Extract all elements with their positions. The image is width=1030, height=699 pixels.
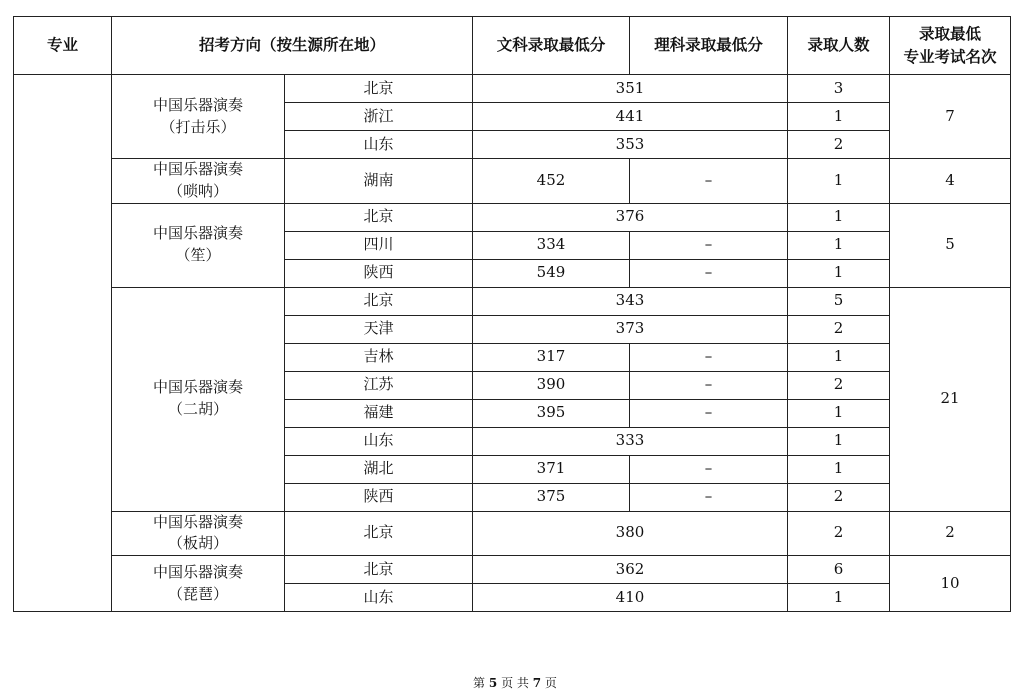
- footer-page-number: 5: [488, 676, 498, 690]
- footer-total-pages: 7: [532, 676, 542, 690]
- table-row: [14, 511, 1011, 556]
- direction-name: 中国乐器演奏: [152, 562, 243, 581]
- admit-count-cell: 2: [788, 483, 890, 511]
- science-min-cell: –: [630, 455, 788, 483]
- header-rank: [890, 17, 1011, 75]
- min-score-combined-cell: 351: [473, 75, 788, 103]
- table-row: [14, 287, 1011, 315]
- science-min-cell: –: [630, 399, 788, 427]
- region-cell: 北京: [285, 287, 473, 315]
- region-cell: 天津: [285, 315, 473, 343]
- direction-instrument: （琵琶）: [167, 584, 228, 603]
- liberal-min-cell: 395: [473, 399, 630, 427]
- admit-count-cell: 2: [788, 131, 890, 159]
- region-cell: 陕西: [285, 259, 473, 287]
- admit-count-cell: 1: [788, 343, 890, 371]
- region-cell: 江苏: [285, 371, 473, 399]
- region-cell: 山东: [285, 131, 473, 159]
- header-row: [14, 17, 1011, 75]
- min-score-combined-cell: 441: [473, 103, 788, 131]
- min-score-combined-cell: 362: [473, 556, 788, 584]
- science-min-cell: –: [630, 343, 788, 371]
- admit-count-cell: 1: [788, 159, 890, 204]
- region-cell: 北京: [285, 203, 473, 231]
- page-footer: [0, 674, 1030, 691]
- direction-instrument: （笙）: [175, 246, 221, 264]
- science-min-cell: –: [630, 159, 788, 204]
- direction-instrument: （唢呐）: [167, 181, 228, 200]
- direction-name: 中国乐器演奏: [152, 160, 243, 178]
- region-cell: 吉林: [285, 343, 473, 371]
- direction-name: 中国乐器演奏: [152, 378, 243, 397]
- min-score-combined-cell: 380: [473, 511, 788, 556]
- min-score-combined-cell: 410: [473, 584, 788, 612]
- footer-prefix: 第: [473, 676, 486, 690]
- direction-cell: [112, 203, 285, 287]
- min-rank-cell: 10: [890, 556, 1011, 612]
- liberal-min-cell: 317: [473, 343, 630, 371]
- liberal-min-cell: 390: [473, 371, 630, 399]
- region-cell: 福建: [285, 399, 473, 427]
- region-cell: 湖北: [285, 455, 473, 483]
- min-rank-cell: 4: [890, 159, 1011, 204]
- major-cell: [14, 75, 112, 612]
- liberal-min-cell: 375: [473, 483, 630, 511]
- region-cell: 浙江: [285, 103, 473, 131]
- science-min-cell: –: [630, 231, 788, 259]
- admission-score-table: [13, 16, 1011, 612]
- direction-cell: [112, 159, 285, 204]
- science-min-cell: –: [630, 259, 788, 287]
- admit-count-cell: 2: [788, 371, 890, 399]
- min-score-combined-cell: 333: [473, 427, 788, 455]
- table-row: [14, 75, 1011, 103]
- direction-cell: [112, 556, 285, 612]
- admit-count-cell: 1: [788, 103, 890, 131]
- liberal-min-cell: 452: [473, 159, 630, 204]
- footer-suffix: 页: [544, 676, 557, 690]
- direction-name: 中国乐器演奏: [152, 512, 243, 531]
- liberal-min-cell: 371: [473, 455, 630, 483]
- liberal-min-cell: 334: [473, 231, 630, 259]
- header-rank-line2: 专业考试名次: [903, 47, 997, 66]
- header-liberal-min: 文科录取最低分: [473, 17, 630, 75]
- min-score-combined-cell: 343: [473, 287, 788, 315]
- footer-mid: 页 共: [501, 676, 529, 690]
- admit-count-cell: 2: [788, 315, 890, 343]
- direction-name: 中国乐器演奏: [152, 95, 243, 114]
- region-cell: 山东: [285, 427, 473, 455]
- region-cell: 湖南: [285, 159, 473, 204]
- admit-count-cell: 1: [788, 203, 890, 231]
- table-row: [14, 556, 1011, 584]
- region-cell: 北京: [285, 556, 473, 584]
- header-rank-line1: 录取最低: [918, 25, 981, 44]
- science-min-cell: –: [630, 371, 788, 399]
- admit-count-cell: 1: [788, 427, 890, 455]
- min-rank-cell: 2: [890, 511, 1011, 556]
- admit-count-cell: 3: [788, 75, 890, 103]
- admit-count-cell: 1: [788, 231, 890, 259]
- admit-count-cell: 6: [788, 556, 890, 584]
- direction-cell: [112, 511, 285, 556]
- admit-count-cell: 1: [788, 584, 890, 612]
- table-row: [14, 203, 1011, 231]
- region-cell: 北京: [285, 75, 473, 103]
- min-score-combined-cell: 353: [473, 131, 788, 159]
- direction-instrument: （二胡）: [167, 400, 228, 418]
- table-row: [14, 159, 1011, 204]
- min-rank-cell: 5: [890, 203, 1011, 287]
- region-cell: 山东: [285, 584, 473, 612]
- direction-instrument: （打击乐）: [160, 117, 236, 136]
- admit-count-cell: 1: [788, 455, 890, 483]
- admit-count-cell: 1: [788, 399, 890, 427]
- direction-cell: [112, 75, 285, 159]
- region-cell: 陕西: [285, 483, 473, 511]
- liberal-min-cell: 549: [473, 259, 630, 287]
- direction-name: 中国乐器演奏: [152, 224, 243, 243]
- min-score-combined-cell: 376: [473, 203, 788, 231]
- admit-count-cell: 1: [788, 259, 890, 287]
- header-count: 录取人数: [788, 17, 890, 75]
- min-score-combined-cell: 373: [473, 315, 788, 343]
- science-min-cell: –: [630, 483, 788, 511]
- admit-count-cell: 2: [788, 511, 890, 556]
- admit-count-cell: 5: [788, 287, 890, 315]
- header-direction: 招考方向（按生源所在地）: [112, 17, 473, 75]
- region-cell: 北京: [285, 511, 473, 556]
- direction-cell: [112, 287, 285, 511]
- header-major: 专业: [14, 17, 112, 75]
- direction-instrument: （板胡）: [167, 534, 228, 553]
- min-rank-cell: 7: [890, 75, 1011, 159]
- header-science-min: 理科录取最低分: [630, 17, 788, 75]
- region-cell: 四川: [285, 231, 473, 259]
- min-rank-cell: 21: [890, 287, 1011, 511]
